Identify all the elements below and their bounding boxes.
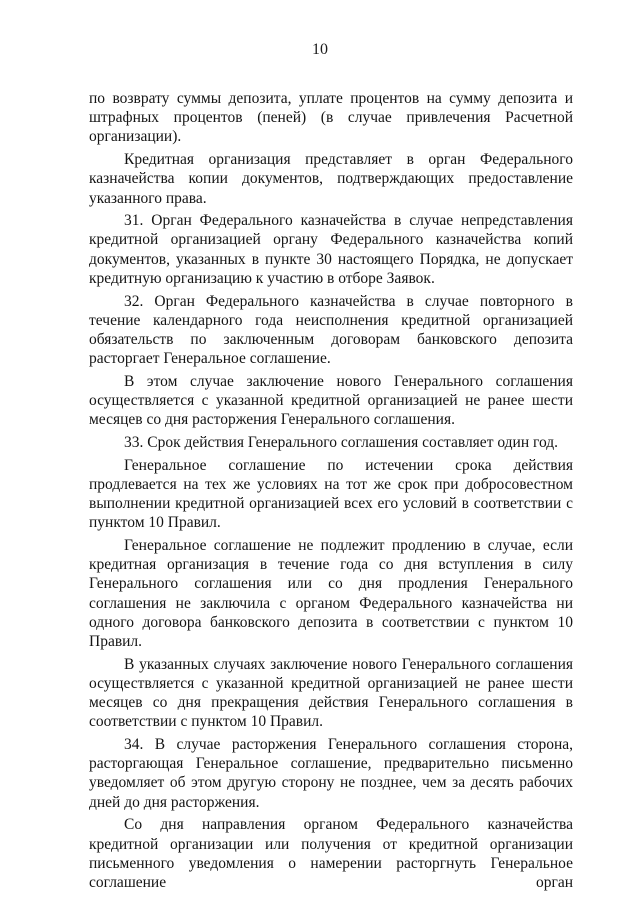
paragraph-continuation: по возврату суммы депозита, уплате процентов на сумму депозита и штрафных процентов (пеней) (в случае привлечения Расчетной организации). xyxy=(89,90,573,146)
paragraph-notification-start: Со дня направления органом Федерального казначейства кредитной организации или получения от кредитной организации письменного уведомления о намерении расторгнуть Генеральное соглашение орган xyxy=(89,816,573,891)
paragraph-specified-cases: В указанных случаях заключение нового Генерального соглашения осуществляется с указанной кредитной организацией не ранее шести месяцев со дня прекращения действия Генерального соглашения в соответствии с пунктом 10 Правил. xyxy=(89,655,573,731)
paragraph-item-33: 33. Срок действия Генерального соглашения составляет один год. xyxy=(124,433,559,451)
paragraph-new-agreement-six-months: В этом случае заключение нового Генерального соглашения осуществляется с указанной кредитной организацией не ранее шести месяцев со дня расторжения Генерального соглашения. xyxy=(89,372,573,429)
paragraph-item-31: 31. Орган Федерального казначейства в случае непредставления кредитной организацией органу Федерального казначейства копий документов, указанных в пункте 30 настоящего Порядка, не допускает кредитную организацию к участию в отборе Заявок. xyxy=(89,212,573,287)
paragraph-no-extension: Генеральное соглашение не подлежит продлению в случае, если кредитная организация в течение года со дня вступления в силу Генерального соглашения или со дня продления Генерального соглашения не заключила с органом Федерального казначейства ни одного договора банковского депозита в соответствии с пунктом 10 Правил. xyxy=(89,536,573,650)
document-body xyxy=(89,89,573,896)
paragraph-item-34: 34. В случае расторжения Генерального соглашения сторона, расторгающая Генеральное соглашение, предварительно письменно уведомляет об этом другую сторону не позднее, чем за десять рабочих дней до дня расторжения. xyxy=(89,736,573,811)
paragraph-agreement-extension: Генеральное соглашение по истечении срока действия продлевается на тех же условиях на тот же срок при добросовестном выполнении кредитной организацией всех его условий в соответствии с пунктом 10 Правил. xyxy=(89,456,573,532)
paragraph-item-32: 32. Орган Федерального казначейства в случае повторного в течение календарного года неисполнения кредитной организацией обязательств по заключенным договорам банковского депозита расторгает Генеральное соглашение. xyxy=(89,292,573,368)
paragraph-credit-org-documents: Кредитная организация представляет в орган Федерального казначейства копии документов, подтверждающих предоставление указанного права. xyxy=(89,151,573,207)
page-number: 10 xyxy=(312,41,328,58)
